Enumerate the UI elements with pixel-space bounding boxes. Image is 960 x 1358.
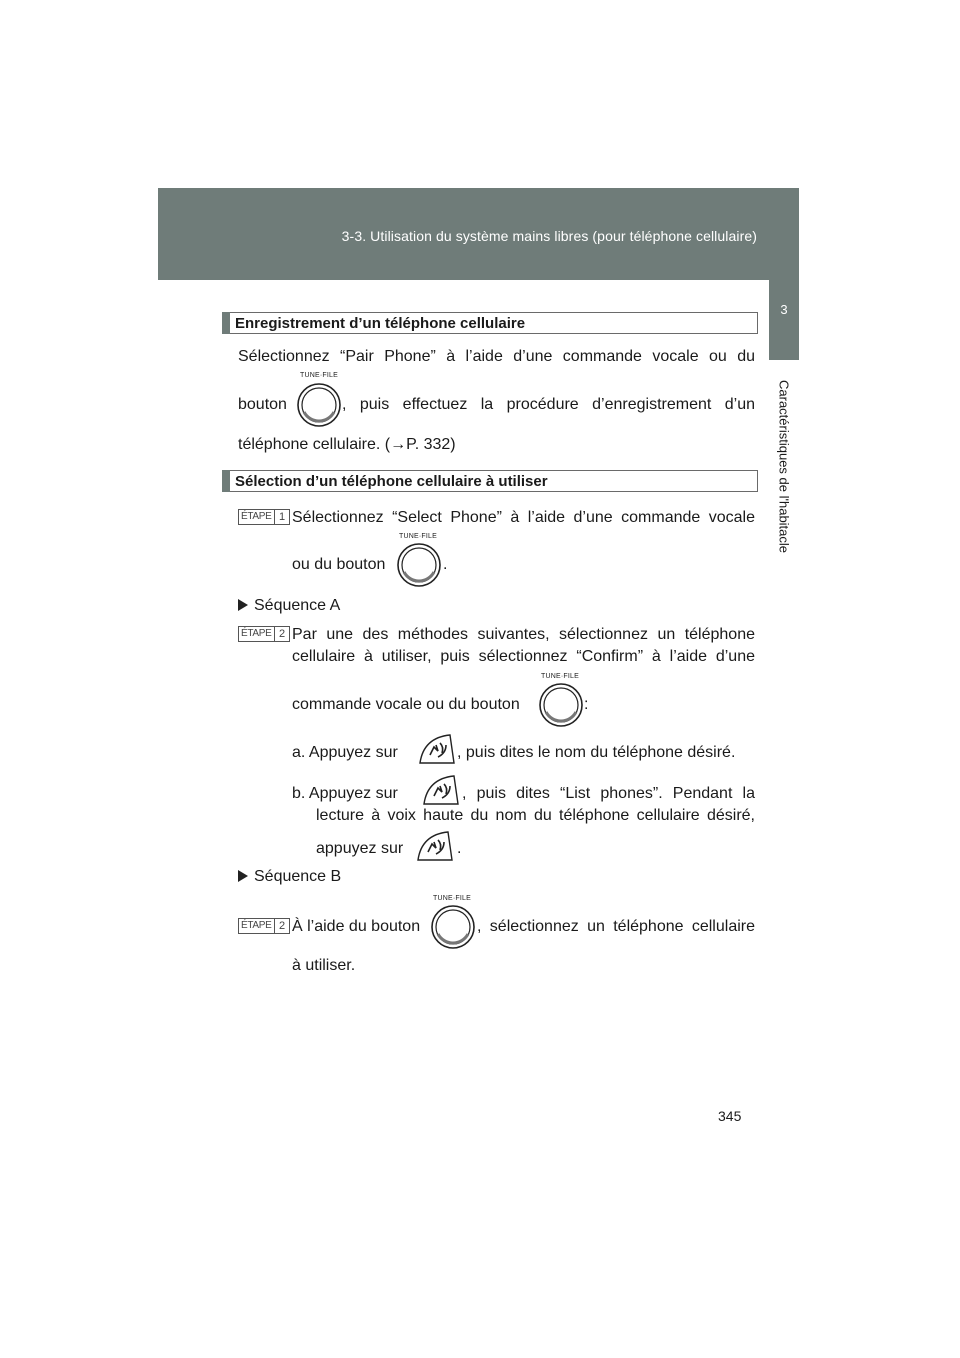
page-number: 345 bbox=[718, 1108, 742, 1124]
side-tab-number: 3 bbox=[769, 280, 799, 362]
knob-label: TUNE·FILE bbox=[300, 372, 338, 379]
option-b-prefix: b. Appuyez sur bbox=[292, 785, 398, 802]
tune-file-knob-icon bbox=[396, 542, 442, 588]
step2a-line2: cellulaire à utiliser, puis sélectionnez “Confirm” à l’aide d’une bbox=[292, 648, 755, 665]
sequence-b: Séquence B bbox=[238, 866, 341, 887]
step2a-line1: Par une des méthodes suivantes, sélectionnez un téléphone bbox=[292, 626, 755, 643]
section1-line2b: , puis effectuez la procédure d’enregistrement d’un bbox=[342, 396, 755, 413]
option-b-line2: lecture à voix haute du nom du téléphone cellulaire désiré, bbox=[316, 807, 755, 824]
step1-line1: Sélectionnez “Select Phone” à l’aide d’une commande vocale bbox=[292, 509, 755, 526]
step2b-line1a: À l’aide du bouton bbox=[292, 918, 421, 935]
step2a-line3a: commande vocale ou du bouton bbox=[292, 696, 520, 713]
knob-label: TUNE·FILE bbox=[541, 673, 579, 680]
knob-label: TUNE·FILE bbox=[399, 533, 437, 540]
section1-line1: Sélectionnez “Pair Phone” à l’aide d’une commande vocale ou du bbox=[238, 348, 755, 365]
side-tab-label-box bbox=[769, 360, 799, 640]
section1-line2a: bouton bbox=[238, 396, 287, 413]
section-heading-text: Sélection d’un téléphone cellulaire à utiliser bbox=[235, 473, 548, 490]
chapter-header bbox=[158, 188, 799, 280]
step2b-line1b: , sélectionnez un téléphone cellulaire bbox=[477, 918, 755, 935]
etape-badge-2b: ÉTAPE 2 bbox=[238, 918, 290, 934]
step1-line2b: . bbox=[443, 556, 448, 573]
tune-file-knob-icon bbox=[430, 904, 476, 950]
section-heading-text: Enregistrement d’un téléphone cellulaire bbox=[235, 315, 526, 332]
step2b-line2: à utiliser. bbox=[292, 957, 356, 974]
talk-switch-icon bbox=[414, 830, 454, 862]
etape-badge-2a: ÉTAPE 2 bbox=[238, 626, 290, 642]
step1-line2a: ou du bouton bbox=[292, 556, 386, 573]
section-heading-enregistrement bbox=[222, 312, 758, 334]
talk-switch-icon bbox=[416, 733, 456, 765]
option-b-suffix: , puis dites “List phones”. Pendant la bbox=[462, 785, 755, 802]
knob-label: TUNE·FILE bbox=[433, 895, 471, 902]
tune-file-knob-icon bbox=[538, 682, 584, 728]
triangle-bullet-icon bbox=[238, 870, 248, 882]
section1-line3: téléphone cellulaire. (→P. 332) bbox=[238, 436, 456, 453]
sequence-a: Séquence A bbox=[238, 595, 340, 616]
triangle-bullet-icon bbox=[238, 599, 248, 611]
option-a-suffix: , puis dites le nom du téléphone désiré. bbox=[457, 744, 736, 761]
talk-switch-icon bbox=[420, 774, 460, 806]
etape-badge-1: ÉTAPE 1 bbox=[238, 509, 290, 525]
section-heading-selection bbox=[222, 470, 758, 492]
side-tab bbox=[769, 280, 799, 1280]
option-b-line3a: appuyez sur bbox=[316, 840, 404, 857]
chapter-title: 3-3. Utilisation du système mains libres (pour téléphone cellulaire) bbox=[341, 228, 757, 244]
tune-file-knob-icon bbox=[296, 382, 342, 428]
step2a-line3b: : bbox=[584, 696, 589, 713]
option-a-prefix: a. Appuyez sur bbox=[292, 744, 398, 761]
side-tab-label: Caractéristiques de l'habitacle bbox=[776, 380, 792, 554]
option-b-line3b: . bbox=[457, 840, 462, 857]
